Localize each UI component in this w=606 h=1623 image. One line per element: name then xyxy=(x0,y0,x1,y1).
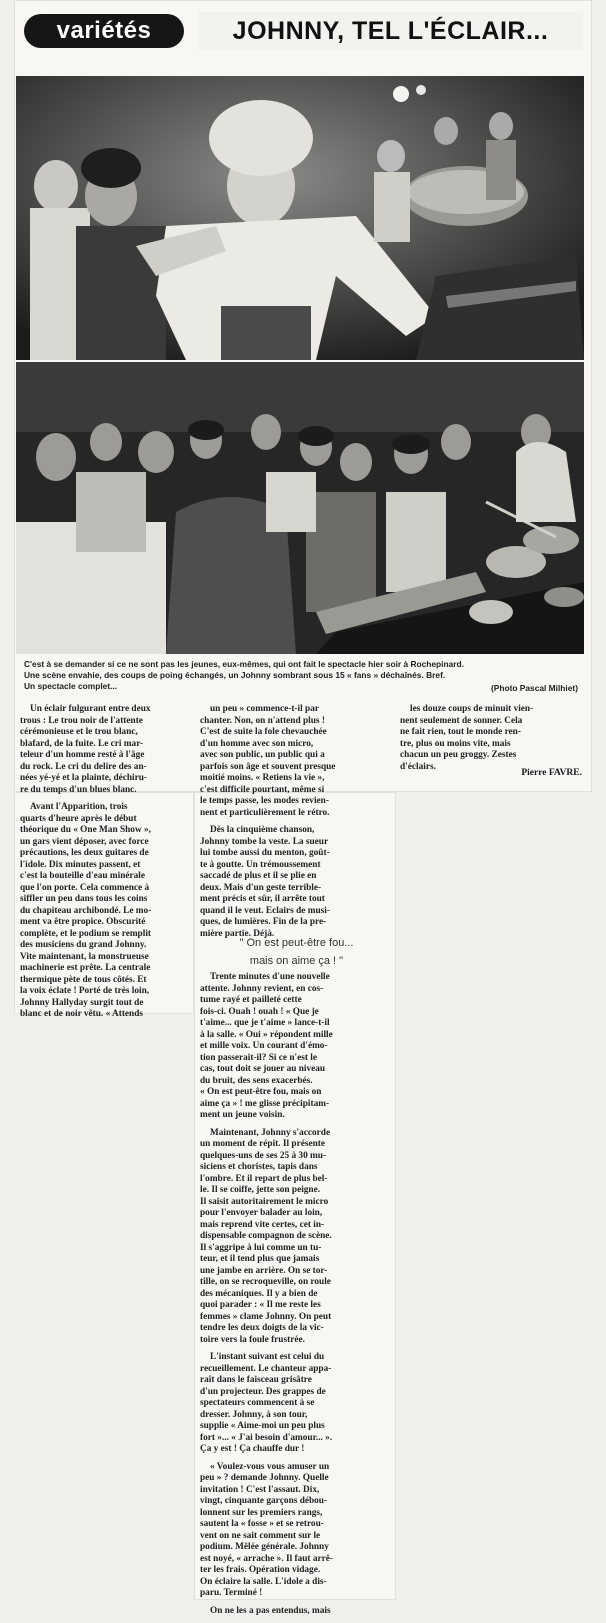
pull-quote xyxy=(200,934,393,970)
text-line: saccadé de plus et il se plie en xyxy=(200,871,317,881)
text-line: chanter. Non, on n'attend plus ! xyxy=(200,715,325,726)
text-line: lui tombe aussi du menton, goût- xyxy=(200,848,330,858)
text-line: tion passerait-il? Si ce n'est le xyxy=(200,1052,317,1063)
text-line: tille, on se recroqueville, on roule xyxy=(200,1277,331,1287)
photo-credit: (Photo Pascal Milhiet) xyxy=(490,683,578,693)
text-line: des mécaniques. Il y a bien de xyxy=(200,1288,318,1299)
text-line: ment précis et sûr, il arrête tout xyxy=(200,894,325,904)
paragraph xyxy=(20,704,192,796)
section-rubric: variétés xyxy=(24,14,184,48)
text-line: quelques-uns de ses 25 à 30 mu- xyxy=(200,1150,327,1161)
text-line: machinerie est prête. La centrale xyxy=(20,963,151,973)
text-line: lonnent sur les premiers rangs, xyxy=(200,1507,323,1518)
text-line: Dès la cinquième chanson, xyxy=(210,825,315,835)
text-line: quand il le veut. Eclairs de musi- xyxy=(200,905,330,916)
text-line: le temps passe, les modes revien- xyxy=(200,796,329,806)
text-line: que l'on porte. Cela commence à xyxy=(20,882,150,893)
text-line: On éclaire la salle. L'idole a dis- xyxy=(200,1576,327,1587)
text-line: ne fait rien, tout le monde ren- xyxy=(400,727,521,737)
text-line: podium. Mêlée générale. Johnny xyxy=(200,1542,329,1552)
text-line: peu » ? demande Johnny. Quelle xyxy=(200,1473,329,1483)
text-line: re du temps d'un blues blanc. xyxy=(20,784,137,795)
text-line: aime ça » ! me glisse précipitam- xyxy=(200,1098,330,1109)
text-line: deux. Mais d'un geste terrible- xyxy=(200,882,322,893)
text-line: raît dans le faisceau grisâtre xyxy=(200,1375,312,1385)
text-line: Maintenant, Johnny s'accorde xyxy=(210,1127,331,1138)
text-line: siciens et choristes, tapis dans xyxy=(200,1162,318,1172)
paragraph xyxy=(200,704,393,819)
caption-line: Un spectacle complet... xyxy=(24,681,118,691)
text-line: à la salle. « Oui » répondent mille xyxy=(200,1029,333,1040)
text-line: les douze coups de minuit vien- xyxy=(410,704,534,714)
text-line: femmes » clame Johnny. On peut xyxy=(200,1311,332,1322)
text-line: une jambe en arrière. On se tor- xyxy=(200,1265,328,1276)
paragraph xyxy=(200,1606,393,1618)
text-line: thermique pète de tous côtés. Et xyxy=(20,974,147,985)
pull-quote-line: mais on aime ça ! " xyxy=(249,955,344,967)
article-column-1 xyxy=(20,704,192,1027)
text-line: la voix éclate ! Porté de très loin, xyxy=(20,986,150,996)
text-line: le. Il se coiffe, jette son peigne. xyxy=(200,1185,321,1195)
text-line: On ne les a pas entendus, mais xyxy=(210,1605,331,1616)
text-line: Vite maintenant, la monstrueuse xyxy=(20,951,149,962)
text-line: parfois son âge et souvent presque xyxy=(200,761,336,772)
text-line: fort »... « J'ai besoin d'amour... ». xyxy=(200,1432,333,1443)
caption-line: C'est à se demander si ce ne sont pas les jeunes, eux-mêmes, qui ont fait le spectacle hier soir à Rochepinard. xyxy=(24,659,464,669)
text-line: nent seulement de sonner. Cela xyxy=(400,715,523,726)
text-line: Un éclair fulgurant entre deux xyxy=(30,704,151,714)
photo-crowd-on-stage xyxy=(16,362,584,654)
text-line: C'est de suite la fole chevauchée xyxy=(200,727,327,737)
text-line: Johnny tombe la veste. La sueur xyxy=(200,836,329,847)
text-line: un peu » commence-t-il par xyxy=(210,704,319,714)
text-line: avec son public, un public qui a xyxy=(200,750,325,760)
text-line: dispensable compagnon de scène. xyxy=(200,1231,332,1241)
text-line: l'ombre. Et il repart de plus bel- xyxy=(200,1173,328,1184)
text-line: ment un jeune voisin. xyxy=(200,1110,285,1120)
text-line: fois-ci. Ouah ! ouah ! « Que je xyxy=(200,1006,319,1017)
paragraph xyxy=(200,972,393,1122)
text-line: Il saisit autoritairement le micro xyxy=(200,1196,329,1207)
paragraph xyxy=(200,1128,393,1347)
text-line: « On est peut-être fou, mais on xyxy=(200,1087,322,1097)
text-line: d'un projecteur. Des grappes de xyxy=(200,1386,326,1397)
text-line: quoi parader : « Il me reste les xyxy=(200,1300,321,1310)
paragraph xyxy=(200,1352,393,1456)
text-line: du bruit, des sens exacerbés. xyxy=(200,1075,313,1086)
text-line: un gars vient déposer, avec force xyxy=(20,836,149,847)
text-line: quarts d'heure après le début xyxy=(20,813,137,824)
text-line: tre, plus ou moins vite, mais xyxy=(400,738,511,749)
text-line: ter les frais. Opération vidage. xyxy=(200,1565,321,1575)
text-line: précautions, les deux guitares de xyxy=(20,848,149,858)
text-line: d'un homme avec son micro, xyxy=(200,738,314,749)
text-line: est noyé, « arrache ». Il faut arrê- xyxy=(200,1553,333,1564)
text-line: du chapiteau archibondé. Le mo- xyxy=(20,905,152,916)
paragraph xyxy=(20,802,192,1021)
text-line: nées yé-yé et la plainte, déchiru- xyxy=(20,773,148,783)
text-line: Trente minutes d'une nouvelle xyxy=(210,972,330,982)
text-line: tendre les deux doigts de la vic- xyxy=(200,1323,324,1333)
article-column-2-lower xyxy=(200,972,393,1623)
photo-singer-on-stage xyxy=(16,76,584,360)
text-line: teur, et il tend plus que jamais xyxy=(200,1254,320,1264)
text-line: vent on ne sait comment sur le xyxy=(200,1530,321,1541)
text-line: du rock. Le cri du delire des an- xyxy=(20,761,147,772)
paragraph xyxy=(200,825,393,940)
text-line: nent et particulièrement le rétro. xyxy=(200,807,330,818)
text-line: d'éclairs. xyxy=(400,761,436,772)
text-line: Avant l'Apparition, trois xyxy=(30,802,128,812)
article-headline: JOHNNY, TEL L'ÉCLAIR... xyxy=(198,12,583,50)
text-line: chacun un peu groggy. Zestes xyxy=(400,750,517,760)
text-line: cérémonieuse et le trou blanc, xyxy=(20,727,138,737)
text-line: Ça y est ! Ça chauffe dur ! xyxy=(200,1444,305,1454)
text-line: attente. Johnny revient, en cos- xyxy=(200,983,324,994)
text-line: l'idole. Dix minutes passent, et xyxy=(20,859,141,870)
text-line: sautent la « fosse » et se retrou- xyxy=(200,1519,324,1529)
text-line: blafard, de la fuite. Le cri mar- xyxy=(20,738,144,749)
article-column-2-upper xyxy=(200,704,393,946)
text-line: siffler un peu dans tous les coins xyxy=(20,894,148,904)
text-line: des musiciens du grand Johnny. xyxy=(20,940,147,950)
text-line: vingt, cinquante garçons débou- xyxy=(200,1496,328,1506)
text-line: L'instant suivant est celui du xyxy=(210,1352,325,1362)
text-line: un moment de répit. Il présente xyxy=(200,1139,325,1149)
text-line: et mille voix. Un courant d'émo- xyxy=(200,1041,328,1051)
text-line: c'est difficile pourtant, même si xyxy=(200,784,325,795)
text-line: spectateurs commencent à se xyxy=(200,1398,315,1408)
text-line: toire vers la foule frustrée. xyxy=(200,1334,305,1345)
text-line: moitié moins. « Retiens la vie », xyxy=(200,773,325,783)
text-line: dresser. Johnny, à son tour, xyxy=(200,1409,308,1420)
text-line: théorique du « One Man Show », xyxy=(20,825,151,835)
text-line: invitation ! C'est l'assaut. Dix, xyxy=(200,1484,320,1495)
text-line: mière partie. Déjà. xyxy=(200,928,275,939)
pull-quote-line: " On est peut-être fou... xyxy=(239,937,354,949)
text-line: c'est la bouteille d'eau minérale xyxy=(20,871,145,881)
text-line: tume rayé et pailleté cette xyxy=(200,995,302,1005)
caption-line: Une scène envahie, des coups de poing échangés, un Johnny sombrant sous 15 « fans » déchaînés. Bref. xyxy=(24,670,446,680)
paragraph xyxy=(200,1462,393,1600)
text-line: cas, tout doit se jouer au niveau xyxy=(200,1064,326,1074)
text-line: te à goutte. Un trémoussement xyxy=(200,859,321,870)
text-line: t'aime... que je t'aime » lance-t-il xyxy=(200,1018,330,1028)
text-line: recueillement. Le chanteur appa- xyxy=(200,1363,332,1374)
text-line: ques, de lumières. Fin de la pre- xyxy=(200,917,327,927)
text-line: supplie « Aime-moi un peu plus xyxy=(200,1421,325,1431)
text-line: « Voulez-vous vous amuser un xyxy=(210,1461,330,1472)
text-line: trous : Le trou noir de l'attente xyxy=(20,715,143,726)
text-line: complète, et le podium se remplit xyxy=(20,928,151,939)
text-line: blanc et de noir vêtu. « Attends xyxy=(20,1009,144,1019)
paragraph xyxy=(400,704,586,773)
text-line: ment va être propice. Obscurité xyxy=(20,917,146,927)
text-line: pour l'envoyer balader au loin, xyxy=(200,1208,323,1218)
text-line: Johnny Hallyday surgit tout de xyxy=(20,997,144,1008)
author-signature: Pierre FAVRE. xyxy=(521,768,582,778)
text-line: paru. Terminé ! xyxy=(200,1588,263,1598)
text-line: teleur d'un homme resté à l'âge xyxy=(20,750,145,760)
text-line: Il s'aggripe à lui comme un tu- xyxy=(200,1242,322,1253)
text-line: mais reprend vite certes, cet in- xyxy=(200,1219,325,1230)
